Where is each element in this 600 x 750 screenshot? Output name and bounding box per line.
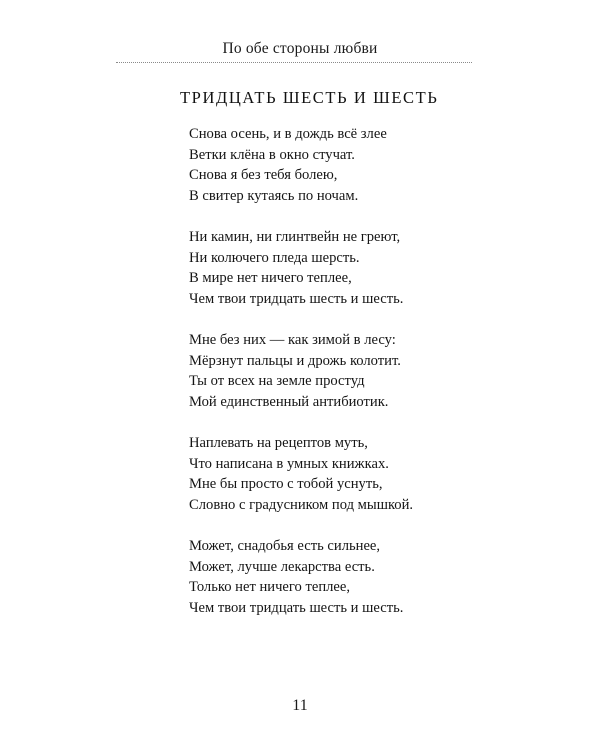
- page-number: 11: [292, 697, 308, 714]
- stanza-1: [189, 124, 489, 206]
- poem-line: Может, снадобья есть сильнее,: [189, 538, 381, 554]
- poem-line: Словно с градусником под мышкой.: [189, 496, 414, 513]
- stanza-2: [189, 227, 489, 309]
- poem-line: Чем твои тридцать шесть и шесть.: [189, 599, 404, 616]
- poem-line: Наплевать на рецептов муть,: [189, 435, 368, 451]
- poem-line: В мире нет ничего теплее,: [189, 270, 352, 286]
- poem-line: Мой единственный антибиотик.: [189, 393, 389, 410]
- poem-line: Ветки клёна в окно стучат.: [189, 146, 355, 163]
- poem-title: ТРИДЦАТЬ ШЕСТЬ И ШЕСТЬ: [180, 88, 439, 107]
- stanza-4: [189, 433, 489, 515]
- poem-line: Мёрзнут пальцы и дрожь колотит.: [189, 352, 401, 369]
- poem-line: Может, лучше лекарства есть.: [189, 558, 375, 575]
- header-divider: [116, 62, 472, 63]
- poem-line: Снова я без тебя болею,: [189, 167, 338, 183]
- stanza-5: [189, 536, 489, 618]
- running-head: По обе стороны любви: [222, 40, 378, 57]
- stanza-3: [189, 330, 489, 412]
- poem-line: Мне без них — как зимой в лесу:: [189, 332, 396, 348]
- poem-line: Что написана в умных книжках.: [189, 455, 389, 472]
- poem-line: Мне бы просто с тобой уснуть,: [189, 476, 383, 492]
- poem-line: Ни колючего пледа шерсть.: [189, 249, 360, 266]
- poem-line: Ты от всех на земле простуд: [189, 373, 365, 389]
- poem-body: [189, 124, 489, 639]
- poem-line: Снова осень, и в дождь всё злее: [189, 126, 387, 142]
- poem-line: Только нет ничего теплее,: [189, 579, 351, 595]
- poem-line: Чем твои тридцать шесть и шесть.: [189, 290, 404, 307]
- poem-line: Ни камин, ни глинтвейн не греют,: [189, 229, 401, 245]
- poem-line: В свитер кутаясь по ночам.: [189, 187, 359, 204]
